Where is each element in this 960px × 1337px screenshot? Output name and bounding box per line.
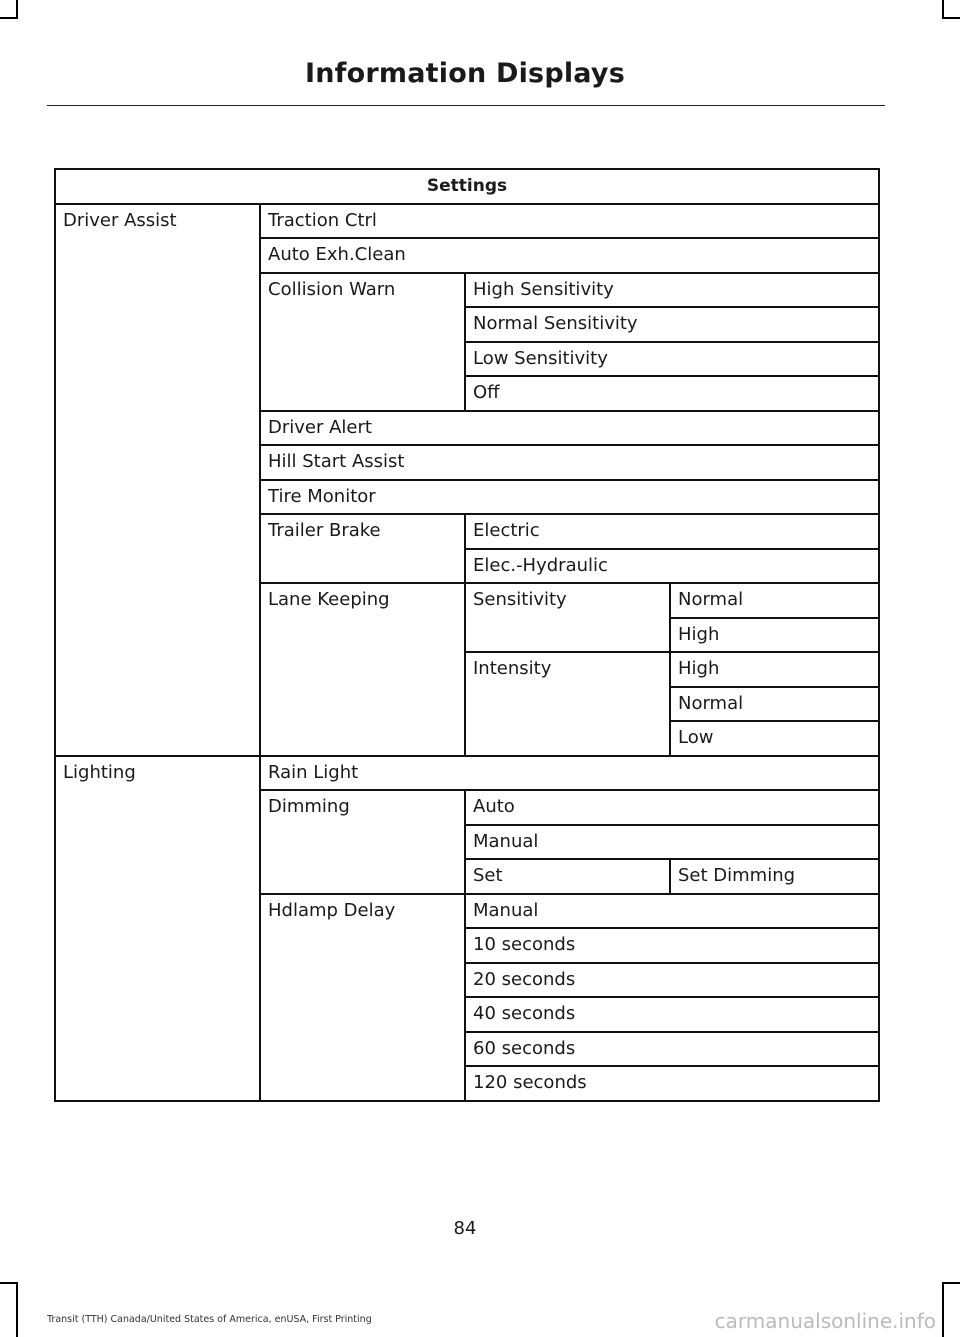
setting-tire-monitor: Tire Monitor — [260, 480, 879, 515]
table-heading: Settings — [55, 169, 879, 204]
table-header-row — [55, 169, 879, 204]
crop-mark-bottom-right — [942, 1282, 960, 1284]
crop-mark-top-right — [942, 17, 960, 19]
setting-sensitivity: Sensitivity — [465, 583, 670, 652]
option-high: High — [670, 652, 879, 687]
publication-info: Transit (TTH) Canada/United States of America, enUSA, First Printing — [47, 1314, 372, 1325]
table-row — [55, 204, 879, 239]
title-divider — [47, 105, 885, 106]
option-normal-sensitivity: Normal Sensitivity — [465, 307, 879, 342]
crop-mark-bottom-right — [942, 1282, 944, 1337]
watermark: carmanualsonline.info — [714, 1309, 936, 1333]
option-manual: Manual — [465, 894, 879, 929]
option-electric: Electric — [465, 514, 879, 549]
option-low-sensitivity: Low Sensitivity — [465, 342, 879, 377]
setting-traction-ctrl: Traction Ctrl — [260, 204, 879, 239]
option-auto: Auto — [465, 790, 879, 825]
setting-set: Set — [465, 859, 670, 894]
option-manual: Manual — [465, 825, 879, 860]
option-set-dimming: Set Dimming — [670, 859, 879, 894]
option-high: High — [670, 618, 879, 653]
setting-trailer-brake: Trailer Brake — [260, 514, 465, 583]
option-40-seconds: 40 seconds — [465, 997, 879, 1032]
option-60-seconds: 60 seconds — [465, 1032, 879, 1067]
crop-mark-top-right — [942, 0, 944, 18]
option-normal: Normal — [670, 583, 879, 618]
setting-driver-alert: Driver Alert — [260, 411, 879, 446]
option-low: Low — [670, 721, 879, 756]
option-20-seconds: 20 seconds — [465, 963, 879, 998]
setting-rain-light: Rain Light — [260, 756, 879, 791]
table-row — [55, 756, 879, 791]
option-10-seconds: 10 seconds — [465, 928, 879, 963]
option-normal: Normal — [670, 687, 879, 722]
option-120-seconds: 120 seconds — [465, 1066, 879, 1101]
group-lighting: Lighting — [55, 756, 260, 1101]
setting-intensity: Intensity — [465, 652, 670, 756]
setting-auto-exh-clean: Auto Exh.Clean — [260, 238, 879, 273]
option-elec-hydraulic: Elec.-Hydraulic — [465, 549, 879, 584]
crop-mark-bottom-left — [0, 1282, 18, 1284]
crop-mark-bottom-left — [16, 1282, 18, 1337]
setting-lane-keeping: Lane Keeping — [260, 583, 465, 756]
crop-mark-top-left — [16, 0, 18, 18]
option-off: Off — [465, 376, 879, 411]
setting-collision-warn: Collision Warn — [260, 273, 465, 411]
setting-hill-start-assist: Hill Start Assist — [260, 445, 879, 480]
option-high-sensitivity: High Sensitivity — [465, 273, 879, 308]
setting-dimming: Dimming — [260, 790, 465, 894]
settings-table — [54, 168, 880, 1102]
page-title: Information Displays — [305, 58, 625, 89]
group-driver-assist: Driver Assist — [55, 204, 260, 756]
page-number: 84 — [453, 1218, 477, 1239]
setting-hdlamp-delay: Hdlamp Delay — [260, 894, 465, 1101]
crop-mark-top-left — [0, 17, 18, 19]
